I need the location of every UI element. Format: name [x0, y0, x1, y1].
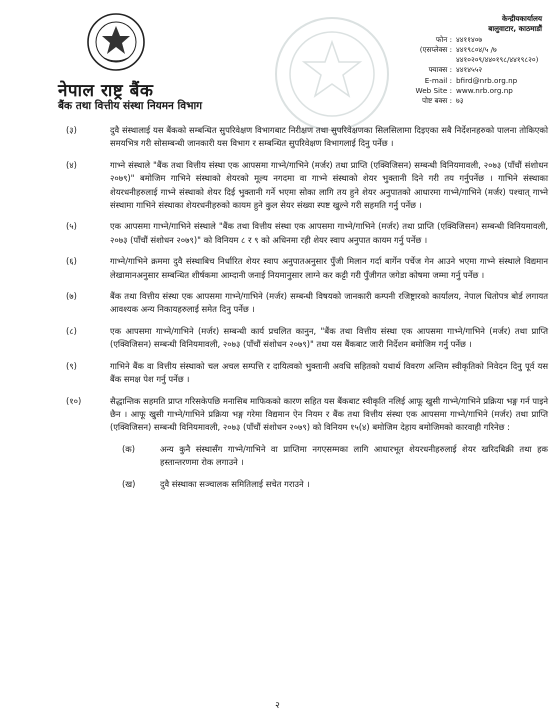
clause-text: गाभ्ने/गाभिने क्रममा दुवै संस्थाबिच निर्धारित शेयर स्वाप अनुपातअनुसार पुँजी मिलान गर्दा बार्गेन पर्चेज गेन आउने भएमा गाभ्ने संस्थाले विद्यमान लेखामानअनुसार सम्बन्धित शीर्षकमा आम्दानी जनाई नियमानुसार लाग्ने कर कट्टी गरी पुँजीगत जगेडा कोषमा जम्मा गर्नु पर्नेछ ।: [110, 256, 548, 280]
clause-number: (१०): [66, 395, 82, 406]
clause-text: बैंक तथा वित्तीय संस्था एक आपसमा गाभ्ने/गाभिने (मर्जर) सम्बन्धी विषयको जानकारी कम्पनी रजिष्ट्रारको कार्यालय, नेपाल धितोपत्र बोर्ड लगायत आवश्यक अन्य निकायहरुलाई समेत दिनु पर्नेछ ।: [110, 291, 548, 315]
fax-value: ४४१४५५२: [456, 65, 483, 75]
phone3-label: [390, 55, 456, 65]
clause-number: (९): [66, 360, 77, 371]
website-value[interactable]: www.nrb.org.np: [456, 86, 513, 96]
clause-number: (५): [66, 221, 77, 232]
fax-label: फ्याक्स :: [428, 65, 452, 75]
clause-list: [52, 124, 548, 499]
clause-number: (४): [66, 159, 77, 170]
subclause-number: (ख): [122, 478, 136, 489]
phone-value: ४४११४०७: [456, 34, 483, 44]
nrb-seal-logo: [86, 12, 146, 72]
pobox-label: पोष्ट बक्स :: [422, 96, 452, 106]
clause-text: गाभ्ने संस्थाले "बैंक तथा वित्तीय संस्था एक आपसमा गाभ्ने/गाभिने (मर्जर) तथा प्राप्ति (एक्विजिसन) सम्बन्धी विनियमावली, २०७३ (पाँचौं संशोधन २०७९)" बमोजिम गाभिने संस्थाको शेयरको मूल्य नगदमा वा गाभ्ने संस्थाको शेयर भुक्तानी दिने गरी तय गर्नुपर्नेछ । गाभिने संस्थाका शेयरधनीहरुलाई गाभ्ने संस्थाको शेयर दिई भुक्तानी गर्ने भएमा सोका लागि तय हुने शेयर अनुपातको आधारमा गाभ्ने/गाभिने (मर्जर) पश्चात् गाभ्ने संस्थामा गाभिने संस्थाका शेयरधनीहरुको कायम हुने कुल सेयर संख्या स्पष्ट खुल्ने गरी सहमति गर्नु पर्नेछ ।: [110, 159, 548, 211]
clause-number: (७): [66, 291, 77, 302]
website-label: Web Site :: [415, 86, 452, 96]
subclause-item: [110, 443, 548, 470]
clause-item: [52, 290, 548, 317]
clause-number: (८): [66, 325, 77, 336]
pobox-value: ७३: [456, 96, 464, 106]
email-value[interactable]: bfird@nrb.org.np: [456, 75, 518, 85]
clause-item: [52, 395, 548, 491]
clause-item: [52, 159, 548, 213]
email-label: E-mail :: [424, 75, 452, 85]
clause-item: [52, 220, 548, 247]
clause-text: सैद्धान्तिक सहमति प्राप्त गरिसकेपछि मनासिब माफिकको कारण सहित यस बैंकबाट स्वीकृति नलिई आफू खुसी गाभ्ने/गाभिने प्रक्रिया भङ्ग गर्न पाइने छैन । आफू खुसी गाभ्ने/गाभिने प्रक्रिया भङ्ग गरेमा विद्यमान ऐन नियम र बैंक तथा वित्तीय संस्था एक आपसमा गाभ्ने/गाभिने (मर्जर) तथा प्राप्ति (एक्विजिसन) सम्बन्धी विनियमावली, २०७३ (पाँचौं संशोधन २०७९) को विनियम १५(४) बमोजिम देहाय बमोजिमको कारवाही गरिनेछ :: [110, 395, 548, 433]
subclause-text: अन्य कुनै संस्थासँग गाभ्ने/गाभिने वा प्राप्तिमा नगएसम्मका लागि आधारभूत शेयरधनीहरुलाई शेयर खरिदबिक्री तथा हक हस्तान्तरणमा रोक लगाउने ।: [160, 443, 548, 468]
clause-number: (६): [66, 256, 77, 267]
clause-text: दुवै संस्थालाई यस बैंकको सम्बन्धित सुपरिवेक्षण विभागबाट निरीक्षण तथा सुपरिवेक्षणका सिलसिलामा दिइएका सबै निर्देशनहरुको पालना तोकिएको समयभित्र गरी सोसम्बन्धी जानकारी यस विभाग र सम्बन्धित सुपरिवेक्षण विभागलाई दिनु पर्नेछ ।: [110, 125, 548, 149]
clause-text-with-subitems: [110, 395, 548, 491]
clause-text: एक आपसमा गाभ्ने/गाभिने (मर्जर) सम्बन्धी कार्य प्रचलित कानुन, "बैंक तथा वित्तीय संस्था एक आपसमा गाभ्ने/गाभिने (मर्जर) तथा प्राप्ति (एक्विजिसन) सम्बन्धी विनियमावली, २०७३ (पाँचौं संशोधन २०७९)" तथा यस बैंकबाट जारी निर्देशन बमोजिम गर्नु पर्नेछ ।: [110, 325, 548, 350]
clause-text: गाभिने बैंक वा वित्तीय संस्थाको चल अचल सम्पत्ति र दायित्वको भुक्तानी अवधि सहितको यथार्थ विवरण अन्तिम स्वीकृतिको निवेदन दिनु पूर्व यस बैंक समक्ष पेश गर्नु पर्नेछ ।: [110, 360, 548, 385]
clause-item: [52, 360, 548, 387]
subclause-item: [110, 478, 548, 491]
clause-number: (३): [66, 125, 77, 135]
page-number: २: [275, 701, 280, 711]
bank-name: नेपाल राष्ट्र बैंक: [58, 81, 154, 101]
subclause-number: (क): [122, 443, 135, 454]
phone3-value: ४४१०२०९/४४०१९८/४४१९८२०): [456, 55, 539, 65]
phone-label: फोन :: [435, 34, 452, 44]
office-name: केन्द्रीयकार्यालय: [501, 14, 542, 23]
phone2-value: ४४१९८०४/५ /७: [456, 44, 497, 54]
department-name: बैंक तथा वित्तीय संस्था नियमन विभाग: [58, 100, 203, 112]
clause-item: [52, 325, 548, 352]
contact-block: [390, 14, 550, 107]
phone2-label: (एसप्लेक्स :: [419, 44, 452, 54]
clause-text: एक आपसमा गाभ्ने/गाभिने संस्थाले "बैंक तथा वित्तीय संस्था एक आपसमा गाभ्ने/गाभिने (मर्जर) तथा प्राप्ति (एक्विजिसन) सम्बन्धी विनियमावली, २०७३ (पाँचौं संशोधन २०७९)" को विनियम ८ र ९ को अधिनमा रही शेयर स्वाप अनुपात कायम गर्नु पर्नेछ ।: [110, 221, 548, 245]
watermark-seal: [272, 14, 392, 134]
subclause-text: दुवै संस्थाका सञ्चालक समितिलाई सचेत गराउने ।: [160, 478, 310, 489]
clause-item: [52, 124, 548, 151]
clause-item: [52, 255, 548, 282]
office-address: बालुवाटार, काठमाडौं: [488, 24, 542, 34]
